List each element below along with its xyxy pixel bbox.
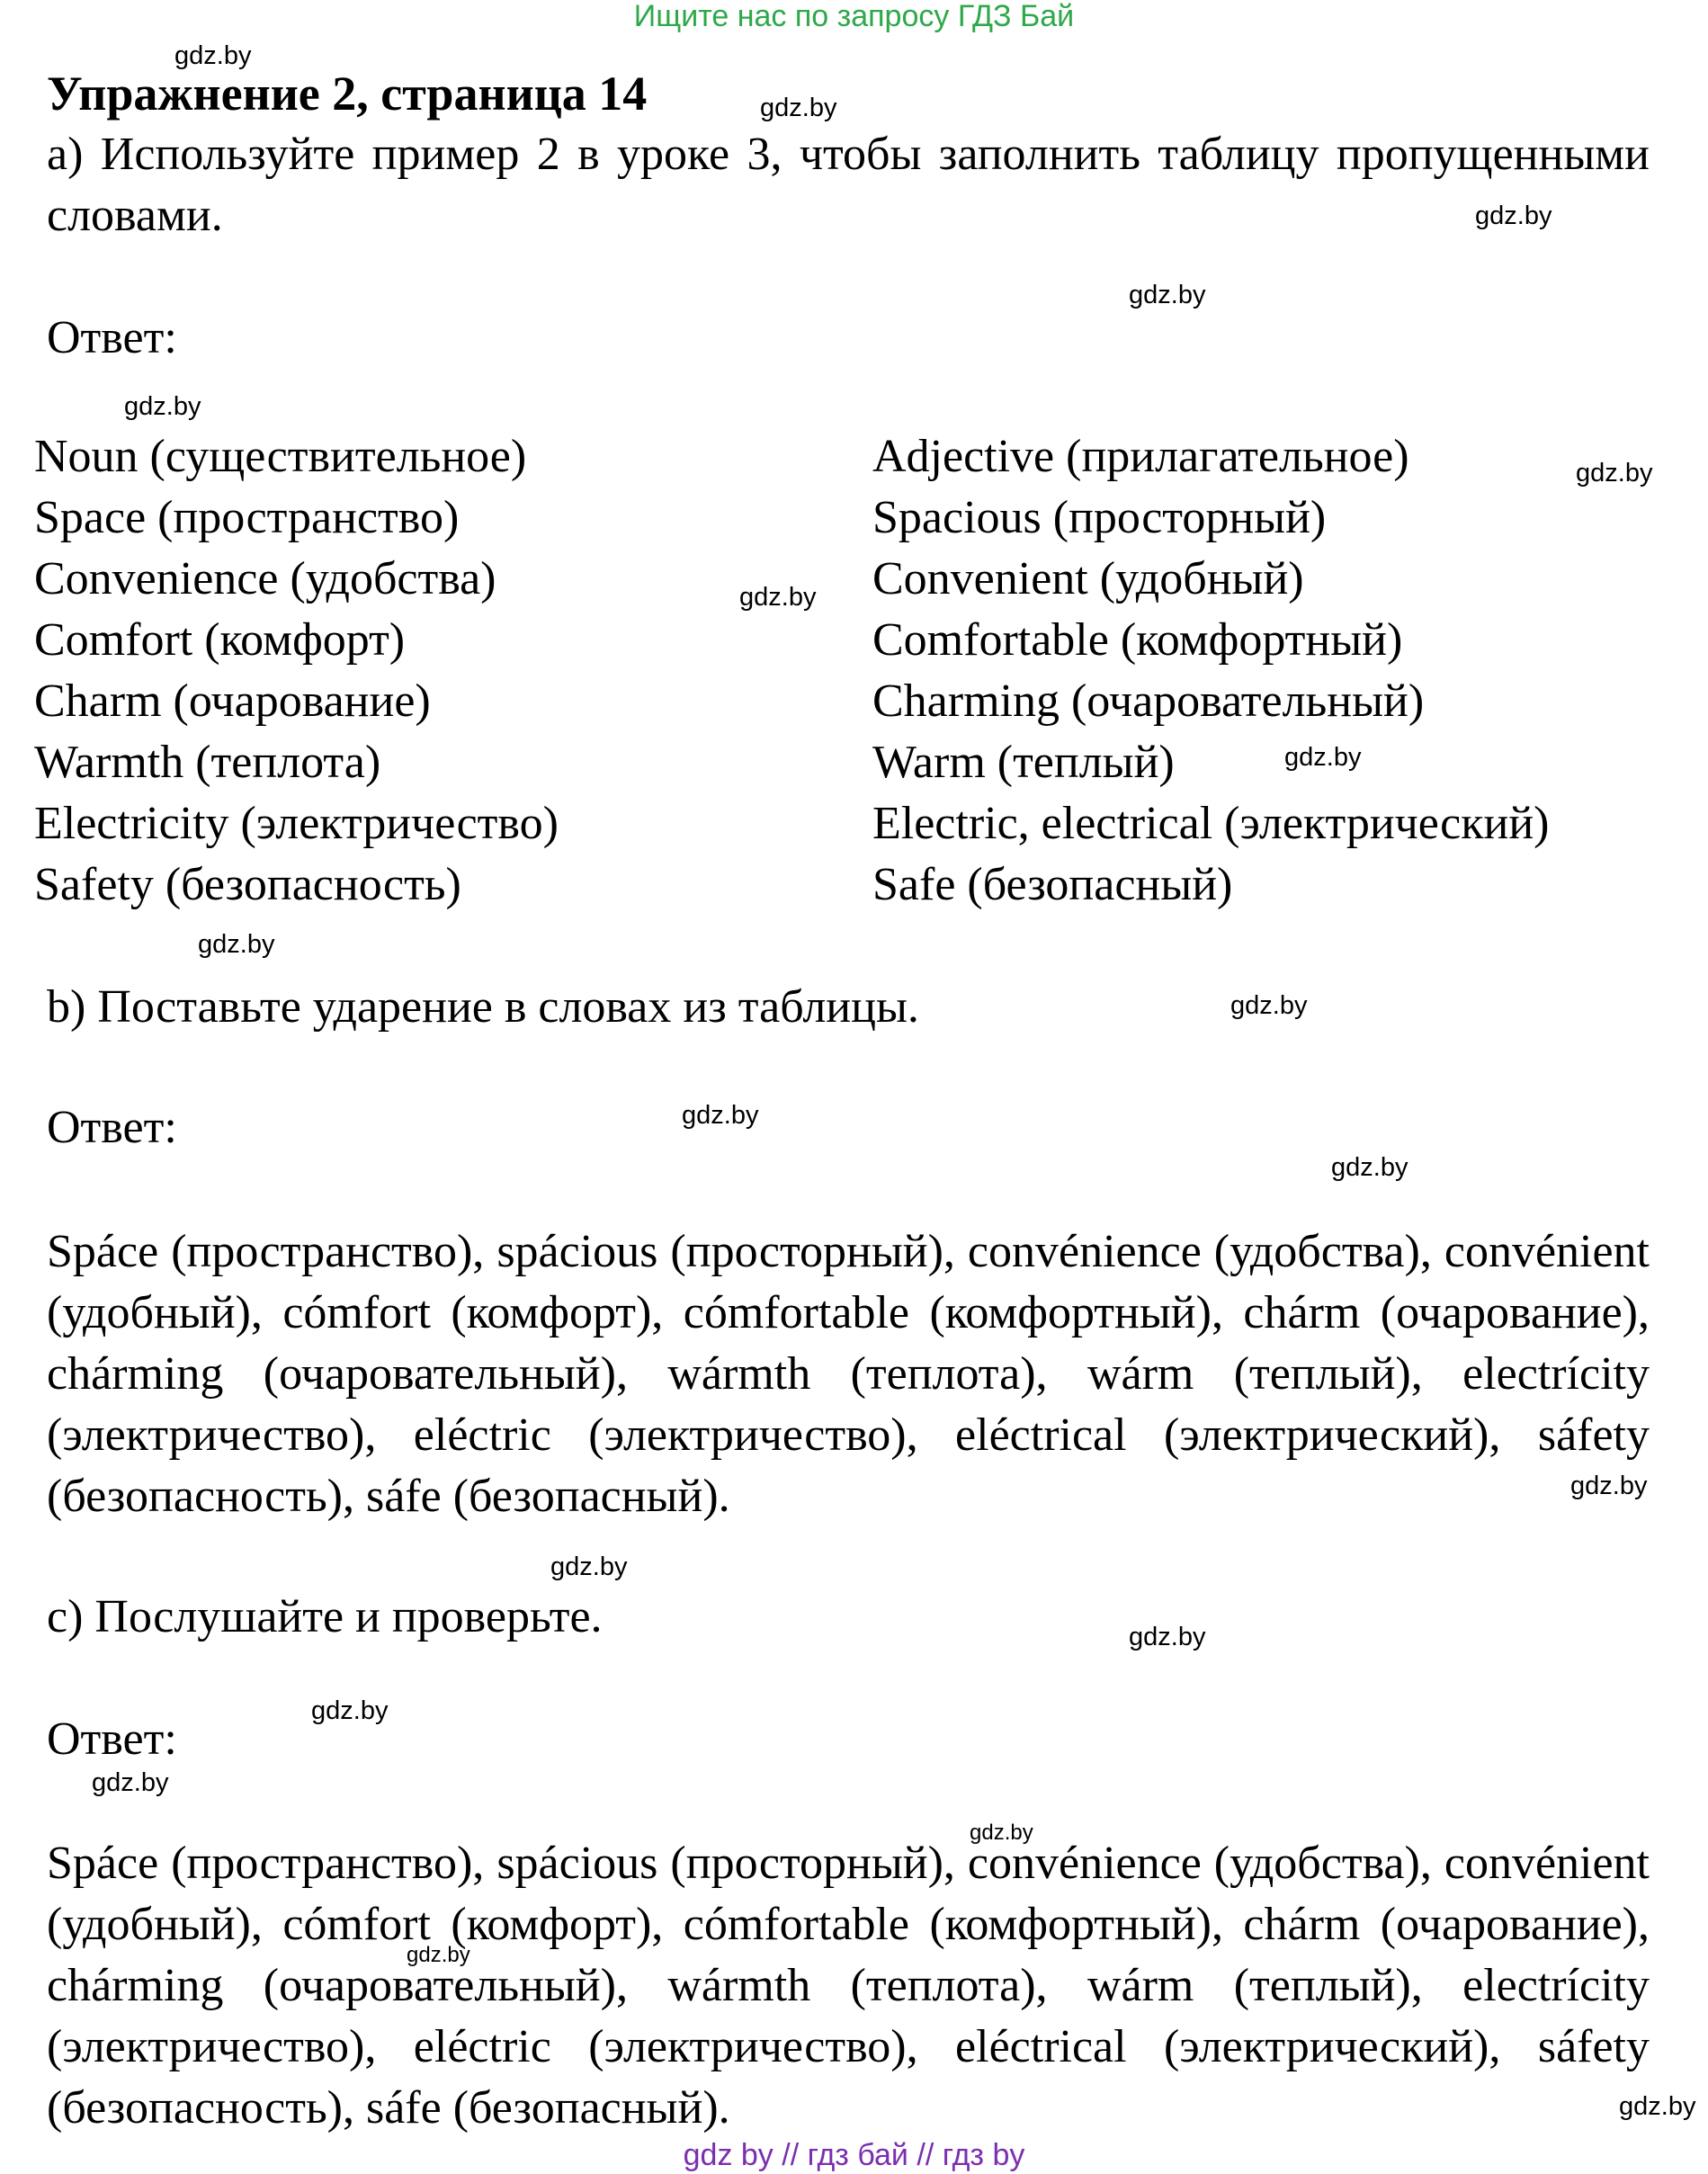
watermark: gdz.by: [174, 41, 252, 70]
answer-b-text: Spáce (пространство), spácious (просторный), convénience (удобства), convénient (удобный), cómfort (комфорт), cómfortable (комфортный), chárm (очарование), chárming (очаровательный), wármth (теплота), wárm (теплый), electrícity (электричество), eléctric (электричество), eléctrical (электрический), sáfety (безопасность), sáfe (безопасный).: [47, 1226, 1650, 1522]
noun-item: Charm (очарование): [34, 675, 431, 727]
adjective-header: Adjective (прилагательное): [872, 431, 1409, 482]
watermark: gdz.by: [124, 392, 201, 421]
noun-column: [34, 426, 559, 916]
watermark: gdz.by: [739, 583, 817, 612]
noun-item: Comfort (комфорт): [34, 614, 406, 666]
watermark: gdz.by: [550, 1552, 628, 1581]
watermark: gdz.by: [92, 1768, 169, 1797]
adjective-item: Charming (очаровательный): [872, 675, 1425, 727]
noun-header: Noun (существительное): [34, 431, 527, 482]
adjective-item: Warm (теплый): [872, 737, 1175, 788]
watermark: gdz.by: [1576, 459, 1653, 488]
adjective-item: Comfortable (комфортный): [872, 614, 1403, 666]
top-banner[interactable]: Ищите нас по запросу ГДЗ Бай: [633, 0, 1075, 33]
adjective-item: Electric, electrical (электрический): [872, 798, 1550, 849]
watermark: gdz.by: [311, 1696, 389, 1725]
adjective-item: Convenient (удобный): [872, 553, 1304, 604]
watermark: gdz.by: [1475, 201, 1552, 230]
footer-links[interactable]: gdz by // гдз бай // гдз by: [683, 2138, 1025, 2172]
answer-c-text: Spáce (пространство), spácious (просторный), convénience (удобства), convénient (удобный), cómfort (комфорт), cómfortable (комфортный), chárm (очарование), chárming (очаровательный), wármth (теплота), wárm (теплый), electrícity (электричество), eléctric (электричество), eléctrical (электрический), sáfety (безопасность), sáfe (безопасный).: [47, 1838, 1650, 2134]
watermark: gdz.by: [1619, 2092, 1696, 2121]
task-a-text: a) Используйте пример 2 в уроке 3, чтобы заполнить таблицу пропущенными словами.: [47, 129, 1650, 241]
noun-item: Space (пространство): [34, 492, 460, 543]
watermark: gdz.by: [407, 1943, 470, 1967]
watermark: gdz.by: [1331, 1153, 1408, 1182]
watermark: gdz.by: [1129, 1623, 1206, 1651]
exercise-title: Упражнение 2, страница 14: [47, 67, 648, 121]
watermark: gdz.by: [760, 94, 837, 122]
adjective-column: [872, 426, 1550, 916]
answer-label-c: Ответ:: [47, 1713, 177, 1765]
task-c-text: c) Послушайте и проверьте.: [47, 1591, 603, 1642]
adjective-item: Spacious (просторный): [872, 492, 1327, 543]
task-b-text: b) Поставьте ударение в словах из таблицы.: [47, 981, 919, 1033]
answer-label-b: Ответ:: [47, 1102, 177, 1153]
noun-item: Electricity (электричество): [34, 798, 559, 849]
noun-item: Warmth (теплота): [34, 737, 381, 788]
watermark: gdz.by: [1230, 991, 1308, 1020]
watermark: gdz.by: [1570, 1472, 1648, 1500]
watermark: gdz.by: [970, 1821, 1033, 1845]
noun-item: Safety (безопасность): [34, 859, 461, 910]
watermark: gdz.by: [1284, 743, 1362, 772]
watermark: gdz.by: [682, 1101, 759, 1130]
noun-item: Convenience (удобства): [34, 553, 496, 604]
answer-label-a: Ответ:: [47, 312, 177, 363]
watermark: gdz.by: [1129, 281, 1206, 309]
watermark: gdz.by: [198, 930, 275, 959]
adjective-item: Safe (безопасный): [872, 859, 1233, 910]
